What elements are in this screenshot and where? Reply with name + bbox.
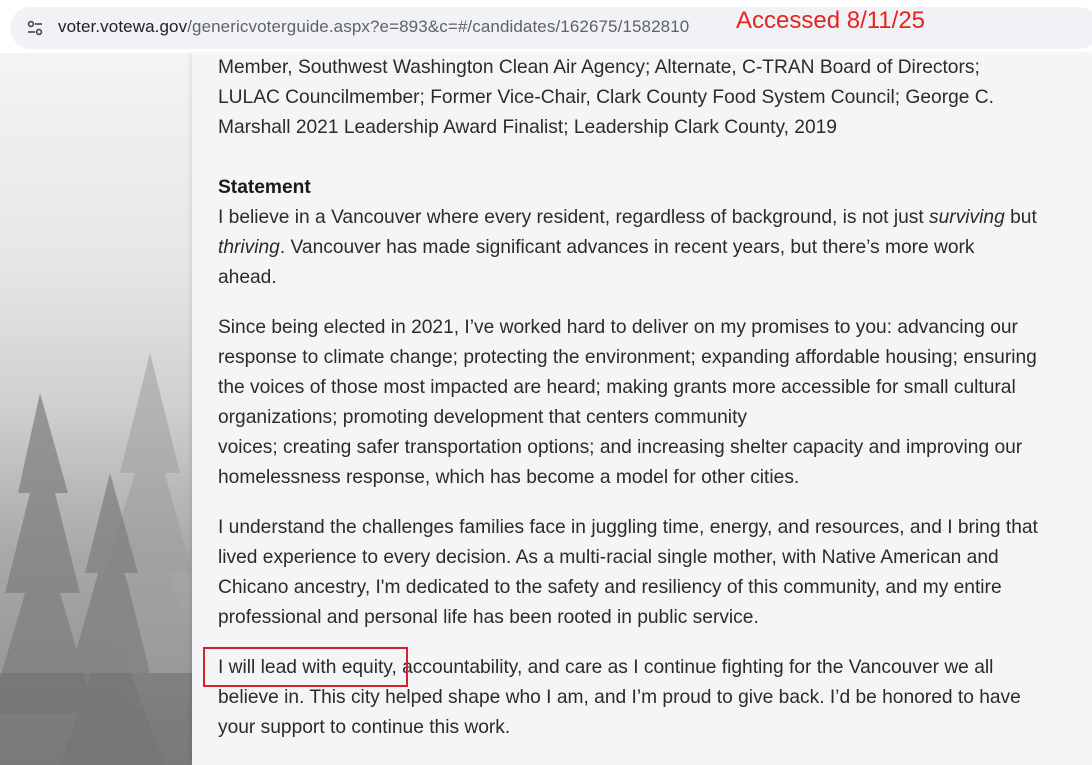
browser-toolbar <box>0 0 1092 53</box>
statement-paragraph-1 <box>218 203 1038 293</box>
highlight-annotation-box <box>203 647 408 687</box>
url-domain: voter.votewa.gov <box>58 17 188 36</box>
p2-line-2: voices; creating safer transportation options; and increasing shelter capacity and improving our homelessness response, which has become a model for other cities. <box>218 437 1023 488</box>
accessed-date-annotation: Accessed 8/11/25 <box>736 7 926 34</box>
url-text[interactable] <box>58 17 689 37</box>
statement-paragraph-4: I will lead with equity, accountability, and care as I continue fighting for the Vancouver we all believe in. This city helped shape who I am, and I’m proud to give back. I’d be honored to have your support to continue this work. <box>218 657 1021 738</box>
statement-paragraph-2 <box>218 313 1038 493</box>
candidate-experience: Member, Southwest Washington Clean Air Agency; Alternate, C-TRAN Board of Directors; LULAC Councilmember; Former Vice-Chair, Clark County Food System Council; George C. Marshall 2021 Leadership Award Finalist; Leadership Clark County, 2019 <box>218 57 994 138</box>
background-trees-image <box>0 53 192 765</box>
site-info-icon[interactable] <box>22 15 48 41</box>
p1-emphasis-thriving: thriving <box>218 237 280 258</box>
address-bar[interactable] <box>10 7 1092 49</box>
p1-text-c: but <box>1004 207 1037 228</box>
statement-heading: Statement <box>218 177 311 198</box>
p1-text-e: . Vancouver has made significant advances in recent years, but there’s more work ahead. <box>218 237 975 288</box>
p1-text-a: I believe in a Vancouver where every resident, regardless of background, is not just <box>218 207 930 228</box>
p2-line-1: Since being elected in 2021, I’ve worked hard to deliver on my promises to you: advancing our response to climate change; protecting the environment; expanding affordable housing; ensuring the voices of those most impacted are heard; making grants more accessible for small cultural organizations; promoting development that centers community <box>218 317 1037 428</box>
p1-emphasis-surviving: surviving <box>929 207 1005 228</box>
url-path: /genericvoterguide.aspx?e=893&c=#/candidates/162675/1582810 <box>187 17 690 36</box>
statement-paragraph-3: I understand the challenges families face in juggling time, energy, and resources, and I bring that lived experience to every decision. As a multi-racial single mother, with Native American and Chicano ancestry, I'm dedicated to the safety and resiliency of this community, and my entire professional and personal life has been rooted in public service. <box>218 517 1038 628</box>
